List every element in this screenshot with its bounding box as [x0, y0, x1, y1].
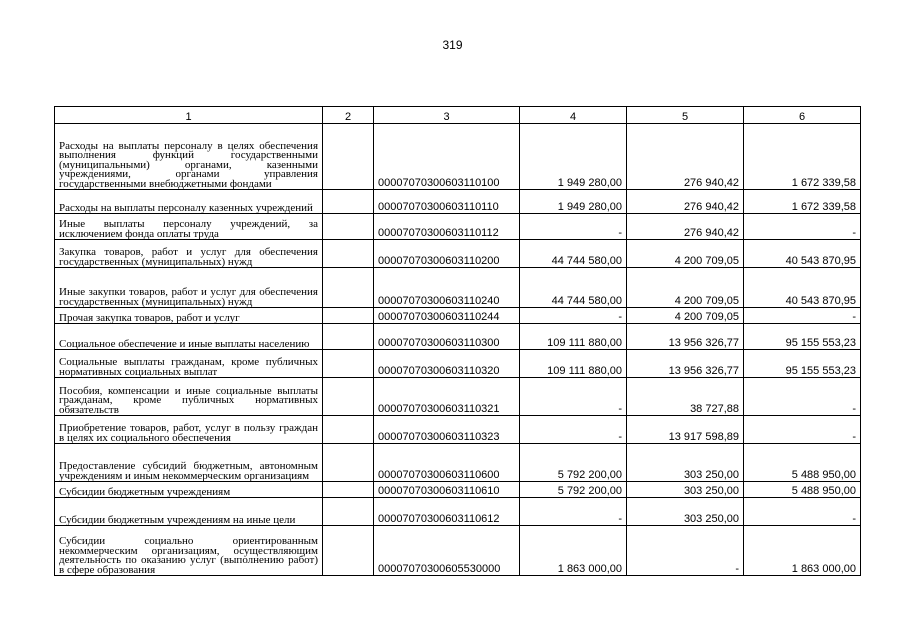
row-code-cell: 00007070300603110112 — [374, 214, 520, 240]
table-row — [55, 526, 861, 576]
row-code-cell: 00007070300603110200 — [374, 240, 520, 268]
row-remaining-cell: - — [744, 378, 861, 416]
row-code-cell: 00007070300603110321 — [374, 378, 520, 416]
row-col2-cell — [323, 526, 374, 576]
row-code-cell: 00007070300603110323 — [374, 416, 520, 444]
table-row — [55, 444, 861, 482]
row-col2-cell — [323, 190, 374, 214]
row-name-cell: Социальные выплаты гражданам, кроме публичных нормативных социальных выплат — [55, 350, 323, 378]
row-planned-cell: 1 949 280,00 — [520, 190, 627, 214]
row-planned-cell: 5 792 200,00 — [520, 444, 627, 482]
row-remaining-cell: 95 155 553,23 — [744, 324, 861, 350]
row-remaining-cell: - — [744, 214, 861, 240]
column-header-1: 1 — [55, 107, 323, 124]
row-remaining-cell: - — [744, 498, 861, 526]
row-executed-cell: 276 940,42 — [627, 124, 744, 190]
row-planned-cell: - — [520, 378, 627, 416]
column-header-2: 2 — [323, 107, 374, 124]
row-name-cell: Расходы на выплаты персоналу в целях обеспечения выполнения функций государственными (муниципальными) органами, казенными учреждениями, органами управления государственными внебюджетными фондами — [55, 124, 323, 190]
row-name-cell: Иные закупки товаров, работ и услуг для обеспечения государственных (муниципальных) нужд — [55, 268, 323, 308]
row-code-cell: 00007070300603110240 — [374, 268, 520, 308]
row-col2-cell — [323, 268, 374, 308]
row-executed-cell: 276 940,42 — [627, 190, 744, 214]
row-name-cell: Закупка товаров, работ и услуг для обеспечения государственных (муниципальных) нужд — [55, 240, 323, 268]
budget-table — [54, 106, 861, 576]
column-header-3: 3 — [374, 107, 520, 124]
table-body — [55, 124, 861, 576]
row-code-cell: 00007070300603110244 — [374, 308, 520, 324]
row-name-cell: Приобретение товаров, работ, услуг в пользу граждан в целях их социального обеспечения — [55, 416, 323, 444]
row-planned-cell: 109 111 880,00 — [520, 350, 627, 378]
table-row — [55, 350, 861, 378]
table-row — [55, 378, 861, 416]
row-col2-cell — [323, 444, 374, 482]
row-planned-cell: - — [520, 308, 627, 324]
row-name-cell: Прочая закупка товаров, работ и услуг — [55, 308, 323, 324]
row-col2-cell — [323, 378, 374, 416]
row-remaining-cell: - — [744, 416, 861, 444]
page-number: 319 — [442, 38, 463, 52]
row-remaining-cell: 5 488 950,00 — [744, 482, 861, 498]
row-executed-cell: 303 250,00 — [627, 482, 744, 498]
row-executed-cell: 38 727,88 — [627, 378, 744, 416]
row-planned-cell: 1 863 000,00 — [520, 526, 627, 576]
row-remaining-cell: - — [744, 308, 861, 324]
row-code-cell: 00007070300603110320 — [374, 350, 520, 378]
row-executed-cell: 4 200 709,05 — [627, 308, 744, 324]
table-row — [55, 482, 861, 498]
row-col2-cell — [323, 308, 374, 324]
row-planned-cell: 44 744 580,00 — [520, 240, 627, 268]
row-col2-cell — [323, 324, 374, 350]
row-col2-cell — [323, 482, 374, 498]
row-remaining-cell: 1 863 000,00 — [744, 526, 861, 576]
row-executed-cell: 13 956 326,77 — [627, 324, 744, 350]
row-col2-cell — [323, 214, 374, 240]
row-name-cell: Субсидии социально ориентированным некоммерческим организациям, осуществляющим деятельность по оказанию услуг (выполнению работ) в сфере образования — [55, 526, 323, 576]
row-remaining-cell: 5 488 950,00 — [744, 444, 861, 482]
table-row — [55, 324, 861, 350]
row-remaining-cell: 1 672 339,58 — [744, 124, 861, 190]
row-executed-cell: - — [627, 526, 744, 576]
row-executed-cell: 303 250,00 — [627, 498, 744, 526]
row-executed-cell: 276 940,42 — [627, 214, 744, 240]
row-planned-cell: - — [520, 214, 627, 240]
row-executed-cell: 4 200 709,05 — [627, 240, 744, 268]
row-col2-cell — [323, 124, 374, 190]
column-header-6: 6 — [744, 107, 861, 124]
column-header-4: 4 — [520, 107, 627, 124]
table-header-row — [55, 107, 861, 124]
row-code-cell: 00007070300603110600 — [374, 444, 520, 482]
table-row — [55, 240, 861, 268]
table-row — [55, 308, 861, 324]
row-executed-cell: 13 956 326,77 — [627, 350, 744, 378]
row-name-cell: Иные выплаты персоналу учреждений, за исключением фонда оплаты труда — [55, 214, 323, 240]
row-col2-cell — [323, 240, 374, 268]
row-name-cell: Субсидии бюджетным учреждениям на иные цели — [55, 498, 323, 526]
row-name-cell: Предоставление субсидий бюджетным, автономным учреждениям и иным некоммерческим организациям — [55, 444, 323, 482]
row-code-cell: 00007070300603110110 — [374, 190, 520, 214]
row-executed-cell: 13 917 598,89 — [627, 416, 744, 444]
row-col2-cell — [323, 498, 374, 526]
row-col2-cell — [323, 416, 374, 444]
row-planned-cell: 109 111 880,00 — [520, 324, 627, 350]
row-name-cell: Расходы на выплаты персоналу казенных учреждений — [55, 190, 323, 214]
table-row — [55, 124, 861, 190]
table-row — [55, 214, 861, 240]
row-code-cell: 00007070300605530000 — [374, 526, 520, 576]
row-planned-cell: - — [520, 416, 627, 444]
table-row — [55, 190, 861, 214]
row-executed-cell: 303 250,00 — [627, 444, 744, 482]
row-planned-cell: 5 792 200,00 — [520, 482, 627, 498]
row-col2-cell — [323, 350, 374, 378]
row-remaining-cell: 1 672 339,58 — [744, 190, 861, 214]
row-name-cell: Социальное обеспечение и иные выплаты населению — [55, 324, 323, 350]
table-row — [55, 268, 861, 308]
row-name-cell: Субсидии бюджетным учреждениям — [55, 482, 323, 498]
row-code-cell: 00007070300603110610 — [374, 482, 520, 498]
row-planned-cell: 44 744 580,00 — [520, 268, 627, 308]
row-planned-cell: - — [520, 498, 627, 526]
row-planned-cell: 1 949 280,00 — [520, 124, 627, 190]
row-code-cell: 00007070300603110612 — [374, 498, 520, 526]
row-remaining-cell: 40 543 870,95 — [744, 240, 861, 268]
column-header-5: 5 — [627, 107, 744, 124]
row-code-cell: 00007070300603110300 — [374, 324, 520, 350]
row-executed-cell: 4 200 709,05 — [627, 268, 744, 308]
row-code-cell: 00007070300603110100 — [374, 124, 520, 190]
table-row — [55, 416, 861, 444]
table-row — [55, 498, 861, 526]
row-name-cell: Пособия, компенсации и иные социальные выплаты гражданам, кроме публичных нормативных обязательств — [55, 378, 323, 416]
row-remaining-cell: 95 155 553,23 — [744, 350, 861, 378]
row-remaining-cell: 40 543 870,95 — [744, 268, 861, 308]
